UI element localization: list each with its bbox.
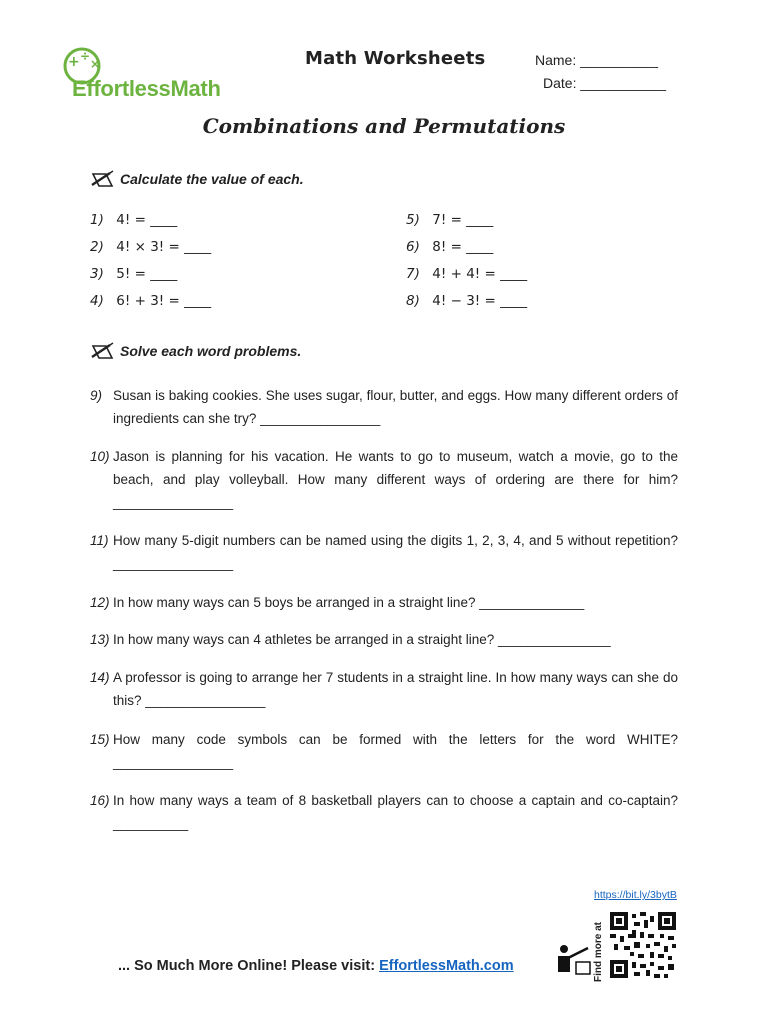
item-expression: 4! + 4! = ____ xyxy=(432,266,528,282)
item-number: 15) xyxy=(90,732,110,747)
problem-text: Jason is planning for his vacation. He wants to go to museum, watch a movie, go to the beach, and play volleyball. How many different ways of ordering are there for him? ________________ xyxy=(113,449,678,510)
qr-code-icon[interactable] xyxy=(610,912,676,978)
item-expression: 7! = ____ xyxy=(432,212,494,228)
item-number: 12) xyxy=(90,595,110,610)
item-expression: 4! × 3! = ____ xyxy=(116,239,212,255)
problem-text: In how many ways can 4 athletes be arranged in a straight line? _______________ xyxy=(113,632,611,647)
logo-wordmark: EffortlessMath xyxy=(72,76,221,101)
item-expression: 4! − 3! = ____ xyxy=(432,293,528,309)
item-number: 4) xyxy=(90,293,104,309)
item-number: 7) xyxy=(406,266,420,282)
calc-item-8 xyxy=(406,293,527,309)
item-number: 8) xyxy=(406,293,420,309)
item-number: 13) xyxy=(90,632,110,647)
item-number: 10) xyxy=(90,449,110,464)
problem-text: Susan is baking cookies. She uses sugar, flour, butter, and eggs. How many different orders of ingredients can she try? ________________ xyxy=(113,388,678,426)
word-problem-15 xyxy=(90,728,678,774)
find-more-label: Find more at xyxy=(593,921,604,982)
teacher-pointing-icon xyxy=(552,940,592,978)
problem-text: A professor is going to arrange her 7 students in a straight line. In how many ways can she do this? ________________ xyxy=(113,670,678,708)
item-number: 1) xyxy=(90,212,104,228)
page-title: Combinations and Permutations xyxy=(202,114,566,138)
item-expression: 4! = ____ xyxy=(116,212,178,228)
calc-item-4 xyxy=(90,293,211,309)
calc-item-6 xyxy=(406,239,493,255)
problem-text: In how many ways a team of 8 basketball players can to choose a captain and co-captain? __________ xyxy=(113,793,678,831)
pencil-paper-icon xyxy=(90,170,116,188)
worksheet-header-title: Math Worksheets xyxy=(305,48,486,69)
qr-short-url[interactable]: https://bit.ly/3bytB xyxy=(594,889,677,901)
calc-item-7 xyxy=(406,266,527,282)
item-expression: 8! = ____ xyxy=(432,239,494,255)
item-number: 6) xyxy=(406,239,420,255)
problem-text: How many 5-digit numbers can be named using the digits 1, 2, 3, 4, and 5 without repetition? ________________ xyxy=(113,533,678,571)
calc-item-3 xyxy=(90,266,177,282)
footer-website-link[interactable]: EffortlessMath.com xyxy=(379,958,514,974)
date-field: Date: ___________ xyxy=(543,75,666,91)
calc-item-1 xyxy=(90,212,177,228)
section-heading-label: Solve each word problems. xyxy=(120,343,302,359)
item-number: 2) xyxy=(90,239,104,255)
section-heading-word-problems xyxy=(90,342,301,360)
item-expression: 6! + 3! = ____ xyxy=(116,293,212,309)
footer-text: ... So Much More Online! Please visit: xyxy=(118,958,380,974)
item-number: 16) xyxy=(90,793,110,808)
svg-text:+: + xyxy=(68,54,80,70)
calc-item-5 xyxy=(406,212,493,228)
item-number: 5) xyxy=(406,212,420,228)
item-number: 11) xyxy=(90,533,109,548)
section-heading-label: Calculate the value of each. xyxy=(120,171,304,187)
problem-text: In how many ways can 5 boys be arranged in a straight line? ______________ xyxy=(113,595,585,610)
item-number: 9) xyxy=(90,388,103,403)
calc-item-2 xyxy=(90,239,211,255)
footer-visit-line xyxy=(118,958,514,974)
word-problem-14 xyxy=(90,666,678,712)
problem-text: How many code symbols can be formed with the letters for the word WHITE? ________________ xyxy=(113,732,678,770)
word-problem-13 xyxy=(90,628,678,651)
item-expression: 5! = ____ xyxy=(116,266,178,282)
item-number: 3) xyxy=(90,266,104,282)
svg-text:÷: ÷ xyxy=(80,49,91,63)
word-problem-9 xyxy=(90,384,678,430)
word-problem-16 xyxy=(90,789,678,835)
word-problem-10 xyxy=(90,445,678,514)
svg-text:×: × xyxy=(90,57,101,71)
word-problem-11 xyxy=(90,529,678,575)
section-heading-calculate xyxy=(90,170,304,188)
item-number: 14) xyxy=(90,670,110,685)
word-problem-12 xyxy=(90,591,678,614)
name-field: Name: __________ xyxy=(535,52,658,68)
pencil-paper-icon xyxy=(90,342,116,360)
